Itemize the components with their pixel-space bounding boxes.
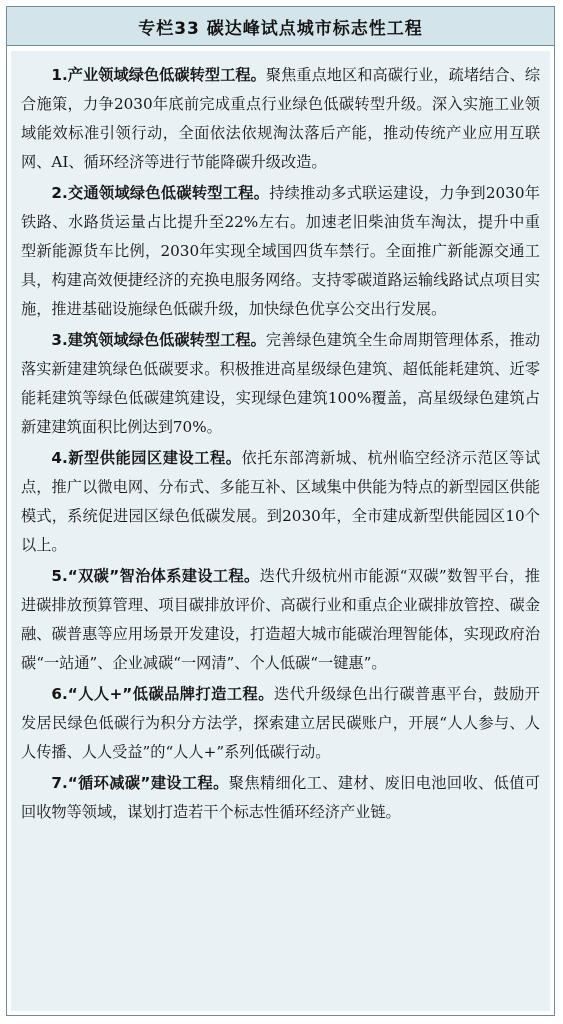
project-item-4: [21, 444, 540, 560]
project-item-6: [21, 680, 540, 767]
project-item-5: [21, 562, 540, 678]
project-heading: 4.新型供能园区建设工程。: [51, 449, 242, 467]
project-text: 聚焦精细化工、建材、废旧电池回收、低值可回收物等领域，谋划打造若干个标志性循环经济产业链。: [21, 774, 540, 821]
project-item-1: [21, 61, 540, 177]
feature-box: [6, 6, 555, 1016]
project-text: 完善绿色建筑全生命周期管理体系，推动落实新建建筑绿色低碳要求。积极推进高星级绿色建筑、超低能耗建筑、近零能耗建筑等绿色低碳建筑建设，实现绿色建筑100%覆盖，高星级绿色建筑占新建建筑面积比例达到70%。: [21, 331, 540, 436]
box-title: 专栏33 碳达峰试点城市标志性工程: [7, 7, 554, 46]
project-text: 持续推动多式联运建设，力争到2030年铁路、水路货运量占比提升至22%左右。加速老旧柴油货车淘汰，提升中重型新能源货车比例，2030年实现全域国四货车禁行。全面推广新能源交通工具，构建高效便捷经济的充换电服务网络。支持零碳道路运输线路试点项目实施，推进基础设施绿色低碳升级，加快绿色优享公交出行发展。: [21, 184, 540, 318]
project-heading: 1.产业领域绿色低碳转型工程。: [51, 66, 266, 84]
project-text: 聚焦重点地区和高碳行业，疏堵结合、综合施策，力争2030年底前完成重点行业绿色低碳转型升级。深入实施工业领域能效标准引领行动，全面依法依规淘汰落后产能，推动传统产业应用互联网、AI、循环经济等进行节能降碳升级改造。: [21, 66, 540, 171]
project-text: 迭代升级杭州市能源“双碳”数智平台，推进碳排放预算管理、项目碳排放评价、高碳行业和重点企业碳排放管控、碳金融、碳普惠等应用场景开发建设，打造超大城市能碳治理智能体，实现政府治碳“一站通”、企业减碳“一网清”、个人低碳“一键惠”。: [21, 567, 540, 672]
project-item-7: [21, 769, 540, 827]
project-heading: 2.交通领域绿色低碳转型工程。: [51, 184, 270, 202]
box-body: [11, 51, 550, 1011]
project-item-2: [21, 179, 540, 324]
project-text: 迭代升级绿色出行碳普惠平台，鼓励开发居民绿色低碳行为积分方法学，探索建立居民碳账户，开展“人人参与、人人传播、人人受益”的“人人+”系列低碳行动。: [21, 685, 540, 761]
project-heading: 6.“人人+”低碳品牌打造工程。: [51, 685, 274, 703]
project-text: 依托东部湾新城、杭州临空经济示范区等试点，推广以微电网、分布式、多能互补、区域集中供能为特点的新型园区供能模式，系统促进园区绿色低碳发展。到2030年，全市建成新型供能园区10个以上。: [21, 449, 540, 554]
project-heading: 7.“循环减碳”建设工程。: [51, 774, 229, 792]
project-item-3: [21, 326, 540, 442]
project-heading: 5.“双碳”智治体系建设工程。: [51, 567, 260, 585]
project-heading: 3.建筑领域绿色低碳转型工程。: [51, 331, 266, 349]
